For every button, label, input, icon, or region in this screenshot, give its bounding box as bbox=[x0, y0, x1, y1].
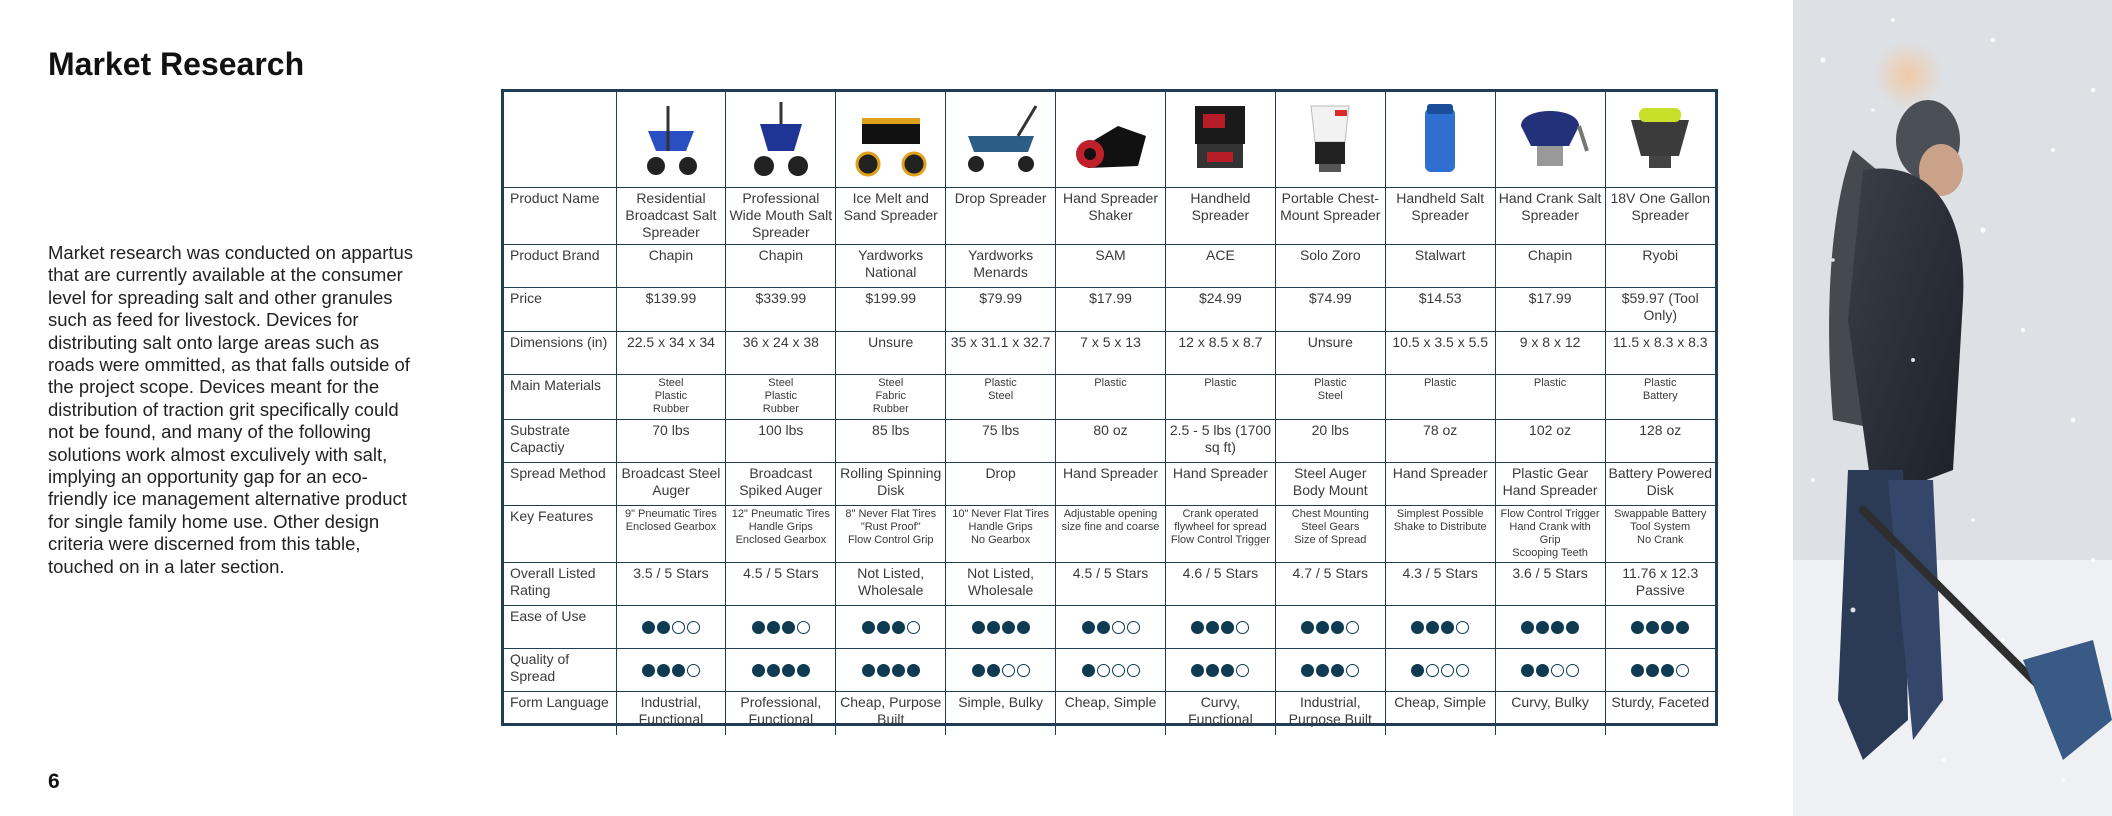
spread-method-cell: Hand Spreader bbox=[1056, 462, 1166, 505]
broadcast-spreader-image bbox=[628, 96, 714, 182]
form-language-cell: Simple, Bulky bbox=[946, 691, 1056, 735]
filled-dot-icon bbox=[1002, 621, 1015, 634]
dimensions-cell: 36 x 24 x 38 bbox=[726, 331, 836, 374]
product-image-cell bbox=[836, 92, 946, 187]
product-brand-row bbox=[504, 244, 1715, 287]
product-image-cell bbox=[726, 92, 836, 187]
material-item: Rubber bbox=[652, 402, 689, 415]
capacity-cell: 102 oz bbox=[1495, 419, 1605, 462]
quality-rating bbox=[1605, 648, 1715, 691]
filled-dot-icon bbox=[1661, 664, 1674, 677]
rating-cell: 11.76 x 12.3 Passive bbox=[1605, 562, 1715, 605]
spread-method-cell: Steel Auger Body Mount bbox=[1275, 462, 1385, 505]
key-features-cell bbox=[1165, 505, 1275, 562]
material-item: Fabric bbox=[875, 389, 906, 402]
form-language-cell: Industrial, Purpose Built bbox=[1275, 691, 1385, 735]
intro-paragraph: Market research was conducted on appartus that are currently available at the consumer level for spreading salt and other granules such as feed for livestock. Devices for distributing salt onto large areas such as roads were ommitted, as that falls outside of the project scope. Devices meant for the distribution of traction grit specifically could not be found, and many of the following solutions work almost exculively with salt, implying an opportunity gap for an eco-friendly ice management alternative product for single family home use. Other design criteria were discerned from this table, touched on in a later section. bbox=[48, 242, 414, 577]
product-brand-cell: SAM bbox=[1056, 244, 1166, 287]
filled-dot-icon bbox=[1646, 621, 1659, 634]
product-brand-cell: Yardworks National bbox=[836, 244, 946, 287]
feature-item: Chest Mounting bbox=[1291, 507, 1369, 520]
filled-dot-icon bbox=[1331, 664, 1344, 677]
materials-cell bbox=[1495, 374, 1605, 419]
product-image-cell bbox=[1385, 92, 1495, 187]
capacity-cell: 85 lbs bbox=[836, 419, 946, 462]
product-name-cell: Hand Crank Salt Spreader bbox=[1495, 187, 1605, 244]
price-cell: $74.99 bbox=[1275, 287, 1385, 331]
filled-dot-icon bbox=[1646, 664, 1659, 677]
snow-shoveling-photo bbox=[1793, 0, 2112, 816]
capacity-cell: 2.5 - 5 lbs (1700 sq ft) bbox=[1165, 419, 1275, 462]
filled-dot-icon bbox=[1206, 664, 1219, 677]
filled-dot-icon bbox=[1441, 621, 1454, 634]
row-label: Quality of Spread bbox=[504, 648, 616, 691]
wide-mouth-spreader-image bbox=[738, 96, 824, 182]
empty-dot-icon bbox=[1017, 664, 1030, 677]
price-row bbox=[504, 287, 1715, 331]
feature-item: 8" Never Flat Tires bbox=[845, 507, 937, 520]
feature-item: Hand Crank with Grip bbox=[1509, 520, 1591, 546]
material-item: Steel bbox=[768, 376, 794, 389]
spread-method-cell: Broadcast Steel Auger bbox=[616, 462, 726, 505]
empty-dot-icon bbox=[1456, 664, 1469, 677]
filled-dot-icon bbox=[642, 621, 655, 634]
product-image-cell bbox=[616, 92, 726, 187]
price-cell: $17.99 bbox=[1056, 287, 1166, 331]
empty-dot-icon bbox=[687, 621, 700, 634]
ease-of-use-rating bbox=[1605, 605, 1715, 648]
spread-method-row bbox=[504, 462, 1715, 505]
dimensions-cell: Unsure bbox=[836, 331, 946, 374]
filled-dot-icon bbox=[1097, 621, 1110, 634]
corner-cell bbox=[504, 92, 616, 187]
filled-dot-icon bbox=[1631, 664, 1644, 677]
ease-of-use-rating bbox=[1056, 605, 1166, 648]
ease-of-use-rating bbox=[726, 605, 836, 648]
materials-cell bbox=[726, 374, 836, 419]
materials-cell bbox=[616, 374, 726, 419]
row-label: Substrate Capactiy bbox=[504, 419, 616, 462]
filled-dot-icon bbox=[782, 664, 795, 677]
materials-cell bbox=[1056, 374, 1166, 419]
comparison-table bbox=[501, 89, 1718, 726]
key-features-cell bbox=[1495, 505, 1605, 562]
row-label: Form Language bbox=[504, 691, 616, 735]
filled-dot-icon bbox=[1521, 621, 1534, 634]
feature-item: 10" Never Flat Tires bbox=[952, 507, 1050, 520]
filled-dot-icon bbox=[862, 664, 875, 677]
form-language-cell: Curvy, Functional bbox=[1165, 691, 1275, 735]
capacity-row bbox=[504, 419, 1715, 462]
ease-of-use-rating bbox=[1275, 605, 1385, 648]
price-cell: $59.97 (Tool Only) bbox=[1605, 287, 1715, 331]
row-label: Product Brand bbox=[504, 244, 616, 287]
quality-rating bbox=[1275, 648, 1385, 691]
key-features-cell bbox=[1385, 505, 1495, 562]
price-cell: $79.99 bbox=[946, 287, 1056, 331]
row-label: Ease of Use bbox=[504, 605, 616, 648]
material-item: Plastic bbox=[1314, 376, 1347, 389]
product-name-cell: Residential Broadcast Salt Spreader bbox=[616, 187, 726, 244]
row-label: Overall Listed Rating bbox=[504, 562, 616, 605]
feature-item: Simplest Possible bbox=[1396, 507, 1484, 520]
rating-cell: Not Listed, Wholesale bbox=[946, 562, 1056, 605]
form-language-cell: Cheap, Purpose Built bbox=[836, 691, 946, 735]
row-label: Spread Method bbox=[504, 462, 616, 505]
filled-dot-icon bbox=[862, 621, 875, 634]
feature-item: No Crank bbox=[1637, 533, 1684, 546]
materials-cell bbox=[1385, 374, 1495, 419]
empty-dot-icon bbox=[907, 621, 920, 634]
salt-shaker-image bbox=[1397, 96, 1483, 182]
capacity-cell: 100 lbs bbox=[726, 419, 836, 462]
filled-dot-icon bbox=[1521, 664, 1534, 677]
filled-dot-icon bbox=[972, 621, 985, 634]
quality-rating bbox=[726, 648, 836, 691]
price-cell: $339.99 bbox=[726, 287, 836, 331]
ease-of-use-rating bbox=[1165, 605, 1275, 648]
quality-rating bbox=[1056, 648, 1166, 691]
price-cell: $199.99 bbox=[836, 287, 946, 331]
material-item: Steel bbox=[988, 389, 1014, 402]
key-features-cell bbox=[1605, 505, 1715, 562]
empty-dot-icon bbox=[1566, 664, 1579, 677]
product-brand-cell: Chapin bbox=[616, 244, 726, 287]
feature-item: Swappable Battery bbox=[1614, 507, 1707, 520]
material-item: Plastic bbox=[654, 389, 688, 402]
product-image-cell bbox=[1605, 92, 1715, 187]
feature-item: Adjustable opening bbox=[1063, 507, 1158, 520]
feature-item: 9" Pneumatic Tires bbox=[624, 507, 717, 520]
rating-cell: 3.6 / 5 Stars bbox=[1495, 562, 1605, 605]
rating-cell: 4.7 / 5 Stars bbox=[1275, 562, 1385, 605]
product-brand-cell: Chapin bbox=[726, 244, 836, 287]
filled-dot-icon bbox=[1316, 664, 1329, 677]
materials-cell bbox=[946, 374, 1056, 419]
filled-dot-icon bbox=[1082, 621, 1095, 634]
filled-dot-icon bbox=[877, 664, 890, 677]
main-materials-row bbox=[504, 374, 1715, 419]
filled-dot-icon bbox=[1331, 621, 1344, 634]
product-brand-cell: Chapin bbox=[1495, 244, 1605, 287]
material-item: Rubber bbox=[872, 402, 909, 415]
product-brand-cell: Yardworks Menards bbox=[946, 244, 1056, 287]
materials-cell bbox=[836, 374, 946, 419]
form-language-row bbox=[504, 691, 1715, 735]
product-name-cell: 18V One Gallon Spreader bbox=[1605, 187, 1715, 244]
dimensions-cell: 35 x 31.1 x 32.7 bbox=[946, 331, 1056, 374]
filled-dot-icon bbox=[1191, 664, 1204, 677]
row-label: Key Features bbox=[504, 505, 616, 562]
product-image-cell bbox=[1275, 92, 1385, 187]
dimensions-cell: 22.5 x 34 x 34 bbox=[616, 331, 726, 374]
feature-item: Flow Control Trigger bbox=[1500, 507, 1600, 520]
rating-cell: 3.5 / 5 Stars bbox=[616, 562, 726, 605]
images-row bbox=[504, 92, 1715, 187]
empty-dot-icon bbox=[1127, 621, 1140, 634]
ease-of-use-rating bbox=[1385, 605, 1495, 648]
product-name-row bbox=[504, 187, 1715, 244]
quality-rating bbox=[946, 648, 1056, 691]
rating-cell: 4.3 / 5 Stars bbox=[1385, 562, 1495, 605]
key-features-cell bbox=[1275, 505, 1385, 562]
filled-dot-icon bbox=[1301, 664, 1314, 677]
materials-cell bbox=[1275, 374, 1385, 419]
product-name-cell: Hand Spreader Shaker bbox=[1056, 187, 1166, 244]
key-features-cell bbox=[836, 505, 946, 562]
dimensions-cell: 9 x 8 x 12 bbox=[1495, 331, 1605, 374]
empty-dot-icon bbox=[797, 621, 810, 634]
filled-dot-icon bbox=[1017, 621, 1030, 634]
feature-item: Tool System bbox=[1630, 520, 1691, 533]
product-name-cell: Handheld Spreader bbox=[1165, 187, 1275, 244]
filled-dot-icon bbox=[1411, 664, 1424, 677]
filled-dot-icon bbox=[1566, 621, 1579, 634]
filled-dot-icon bbox=[1191, 621, 1204, 634]
feature-item: Enclosed Gearbox bbox=[625, 520, 717, 533]
quality-rating bbox=[616, 648, 726, 691]
key-features-cell bbox=[616, 505, 726, 562]
empty-dot-icon bbox=[672, 621, 685, 634]
row-label: Price bbox=[504, 287, 616, 331]
capacity-cell: 80 oz bbox=[1056, 419, 1166, 462]
quality-rating bbox=[836, 648, 946, 691]
empty-dot-icon bbox=[1002, 664, 1015, 677]
empty-dot-icon bbox=[1456, 621, 1469, 634]
hand-shaker-image bbox=[1068, 96, 1154, 182]
key-features-cell bbox=[1056, 505, 1166, 562]
chest-mount-spreader-image bbox=[1287, 96, 1373, 182]
empty-dot-icon bbox=[687, 664, 700, 677]
feature-item: Flow Control Trigger bbox=[1170, 533, 1270, 546]
battery-spreader-image bbox=[1617, 96, 1703, 182]
dimensions-cell: Unsure bbox=[1275, 331, 1385, 374]
feature-item: Size of Spread bbox=[1294, 533, 1367, 546]
filled-dot-icon bbox=[752, 664, 765, 677]
quality-rating bbox=[1165, 648, 1275, 691]
empty-dot-icon bbox=[1112, 664, 1125, 677]
quality-rating bbox=[1385, 648, 1495, 691]
filled-dot-icon bbox=[752, 621, 765, 634]
product-image-cell bbox=[1495, 92, 1605, 187]
spread-method-cell: Hand Spreader bbox=[1165, 462, 1275, 505]
material-item: Battery bbox=[1642, 389, 1678, 402]
row-label: Product Name bbox=[504, 187, 616, 244]
rating-cell: 4.6 / 5 Stars bbox=[1165, 562, 1275, 605]
rating-cell: Not Listed, Wholesale bbox=[836, 562, 946, 605]
filled-dot-icon bbox=[987, 664, 1000, 677]
product-brand-cell: ACE bbox=[1165, 244, 1275, 287]
product-image-cell bbox=[1165, 92, 1275, 187]
empty-dot-icon bbox=[1426, 664, 1439, 677]
feature-item: Scooping Teeth bbox=[1512, 546, 1588, 559]
quality-of-spread-row bbox=[504, 648, 1715, 691]
spread-method-cell: Plastic Gear Hand Spreader bbox=[1495, 462, 1605, 505]
form-language-cell: Cheap, Simple bbox=[1385, 691, 1495, 735]
filled-dot-icon bbox=[1221, 664, 1234, 677]
feature-item: Enclosed Gearbox bbox=[735, 533, 827, 546]
material-item: Plastic bbox=[1423, 376, 1457, 389]
materials-cell bbox=[1165, 374, 1275, 419]
feature-item: "Rust Proof" bbox=[860, 520, 921, 533]
material-item: Plastic bbox=[984, 376, 1017, 389]
capacity-cell: 75 lbs bbox=[946, 419, 1056, 462]
price-cell: $17.99 bbox=[1495, 287, 1605, 331]
filled-dot-icon bbox=[1082, 664, 1095, 677]
dimensions-row bbox=[504, 331, 1715, 374]
spread-method-cell: Drop bbox=[946, 462, 1056, 505]
quality-rating bbox=[1495, 648, 1605, 691]
filled-dot-icon bbox=[767, 621, 780, 634]
form-language-cell: Cheap, Simple bbox=[1056, 691, 1166, 735]
filled-dot-icon bbox=[877, 621, 890, 634]
empty-dot-icon bbox=[1676, 664, 1689, 677]
product-brand-cell: Solo Zoro bbox=[1275, 244, 1385, 287]
filled-dot-icon bbox=[767, 664, 780, 677]
material-item: Steel bbox=[878, 376, 904, 389]
filled-dot-icon bbox=[1631, 621, 1644, 634]
drop-spreader-image bbox=[958, 96, 1044, 182]
key-features-row bbox=[504, 505, 1715, 562]
ice-melt-spreader-image bbox=[848, 96, 934, 182]
empty-dot-icon bbox=[1441, 664, 1454, 677]
price-cell: $139.99 bbox=[616, 287, 726, 331]
spread-method-cell: Hand Spreader bbox=[1385, 462, 1495, 505]
dimensions-cell: 10.5 x 3.5 x 5.5 bbox=[1385, 331, 1495, 374]
filled-dot-icon bbox=[987, 621, 1000, 634]
filled-dot-icon bbox=[642, 664, 655, 677]
product-name-cell: Handheld Salt Spreader bbox=[1385, 187, 1495, 244]
spread-method-cell: Battery Powered Disk bbox=[1605, 462, 1715, 505]
filled-dot-icon bbox=[907, 664, 920, 677]
ease-of-use-rating bbox=[946, 605, 1056, 648]
empty-dot-icon bbox=[1236, 621, 1249, 634]
handheld-spreader-image bbox=[1177, 96, 1263, 182]
filled-dot-icon bbox=[1301, 621, 1314, 634]
feature-item: Crank operated bbox=[1182, 507, 1259, 520]
empty-dot-icon bbox=[1346, 664, 1359, 677]
filled-dot-icon bbox=[1536, 664, 1549, 677]
dimensions-cell: 12 x 8.5 x 8.7 bbox=[1165, 331, 1275, 374]
form-language-cell: Sturdy, Faceted bbox=[1605, 691, 1715, 735]
overall-rating-row bbox=[504, 562, 1715, 605]
capacity-cell: 128 oz bbox=[1605, 419, 1715, 462]
material-item: Plastic bbox=[1094, 376, 1127, 389]
empty-dot-icon bbox=[1112, 621, 1125, 634]
feature-item: Handle Grips bbox=[968, 520, 1033, 533]
page-title: Market Research bbox=[48, 46, 305, 82]
material-item: Plastic bbox=[1204, 376, 1237, 389]
material-item: Plastic bbox=[764, 389, 798, 402]
filled-dot-icon bbox=[972, 664, 985, 677]
spread-method-cell: Broadcast Spiked Auger bbox=[726, 462, 836, 505]
filled-dot-icon bbox=[1536, 621, 1549, 634]
filled-dot-icon bbox=[657, 664, 670, 677]
feature-item: Steel Gears bbox=[1301, 520, 1360, 533]
feature-item: Flow Control Grip bbox=[847, 533, 934, 546]
photo-illustration bbox=[1793, 0, 2112, 816]
filled-dot-icon bbox=[1411, 621, 1424, 634]
ease-of-use-rating bbox=[616, 605, 726, 648]
rating-cell: 4.5 / 5 Stars bbox=[1056, 562, 1166, 605]
capacity-cell: 78 oz bbox=[1385, 419, 1495, 462]
product-image-cell bbox=[1056, 92, 1166, 187]
key-features-cell bbox=[726, 505, 836, 562]
feature-item: flywheel for spread bbox=[1174, 520, 1267, 533]
filled-dot-icon bbox=[892, 621, 905, 634]
product-name-cell: Professional Wide Mouth Salt Spreader bbox=[726, 187, 836, 244]
filled-dot-icon bbox=[892, 664, 905, 677]
row-label: Dimensions (in) bbox=[504, 331, 616, 374]
filled-dot-icon bbox=[1551, 621, 1564, 634]
feature-item: size fine and coarse bbox=[1061, 520, 1160, 533]
materials-cell bbox=[1605, 374, 1715, 419]
ease-of-use-row bbox=[504, 605, 1715, 648]
ease-of-use-rating bbox=[1495, 605, 1605, 648]
material-item: Steel bbox=[658, 376, 684, 389]
filled-dot-icon bbox=[1221, 621, 1234, 634]
filled-dot-icon bbox=[1426, 621, 1439, 634]
product-brand-cell: Stalwart bbox=[1385, 244, 1495, 287]
filled-dot-icon bbox=[1676, 621, 1689, 634]
feature-item: Handle Grips bbox=[748, 520, 813, 533]
form-language-cell: Curvy, Bulky bbox=[1495, 691, 1605, 735]
spread-method-cell: Rolling Spinning Disk bbox=[836, 462, 946, 505]
feature-item: Shake to Distribute bbox=[1393, 520, 1487, 533]
product-brand-cell: Ryobi bbox=[1605, 244, 1715, 287]
dimensions-cell: 7 x 5 x 13 bbox=[1056, 331, 1166, 374]
empty-dot-icon bbox=[1097, 664, 1110, 677]
row-label: Main Materials bbox=[504, 374, 616, 419]
price-cell: $24.99 bbox=[1165, 287, 1275, 331]
form-language-cell: Professional, Functional bbox=[726, 691, 836, 735]
filled-dot-icon bbox=[1316, 621, 1329, 634]
filled-dot-icon bbox=[1206, 621, 1219, 634]
empty-dot-icon bbox=[1346, 621, 1359, 634]
material-item: Steel bbox=[1317, 389, 1343, 402]
rating-cell: 4.5 / 5 Stars bbox=[726, 562, 836, 605]
dimensions-cell: 11.5 x 8.3 x 8.3 bbox=[1605, 331, 1715, 374]
form-language-cell: Industrial, Functional bbox=[616, 691, 726, 735]
empty-dot-icon bbox=[1127, 664, 1140, 677]
hand-crank-spreader-image bbox=[1507, 96, 1593, 182]
product-name-cell: Ice Melt and Sand Spreader bbox=[836, 187, 946, 244]
key-features-cell bbox=[946, 505, 1056, 562]
filled-dot-icon bbox=[1661, 621, 1674, 634]
product-image-cell bbox=[946, 92, 1056, 187]
ease-of-use-rating bbox=[836, 605, 946, 648]
material-item: Plastic bbox=[1644, 376, 1677, 389]
price-cell: $14.53 bbox=[1385, 287, 1495, 331]
feature-item: No Gearbox bbox=[970, 533, 1031, 546]
feature-item: 12" Pneumatic Tires bbox=[731, 507, 830, 520]
filled-dot-icon bbox=[657, 621, 670, 634]
material-item: Rubber bbox=[762, 402, 799, 415]
page-number: 6 bbox=[48, 770, 60, 793]
empty-dot-icon bbox=[1236, 664, 1249, 677]
product-name-cell: Portable Chest-Mount Spreader bbox=[1275, 187, 1385, 244]
capacity-cell: 20 lbs bbox=[1275, 419, 1385, 462]
filled-dot-icon bbox=[672, 664, 685, 677]
product-name-cell: Drop Spreader bbox=[946, 187, 1056, 244]
empty-dot-icon bbox=[1551, 664, 1564, 677]
filled-dot-icon bbox=[782, 621, 795, 634]
capacity-cell: 70 lbs bbox=[616, 419, 726, 462]
material-item: Plastic bbox=[1533, 376, 1567, 389]
filled-dot-icon bbox=[797, 664, 810, 677]
